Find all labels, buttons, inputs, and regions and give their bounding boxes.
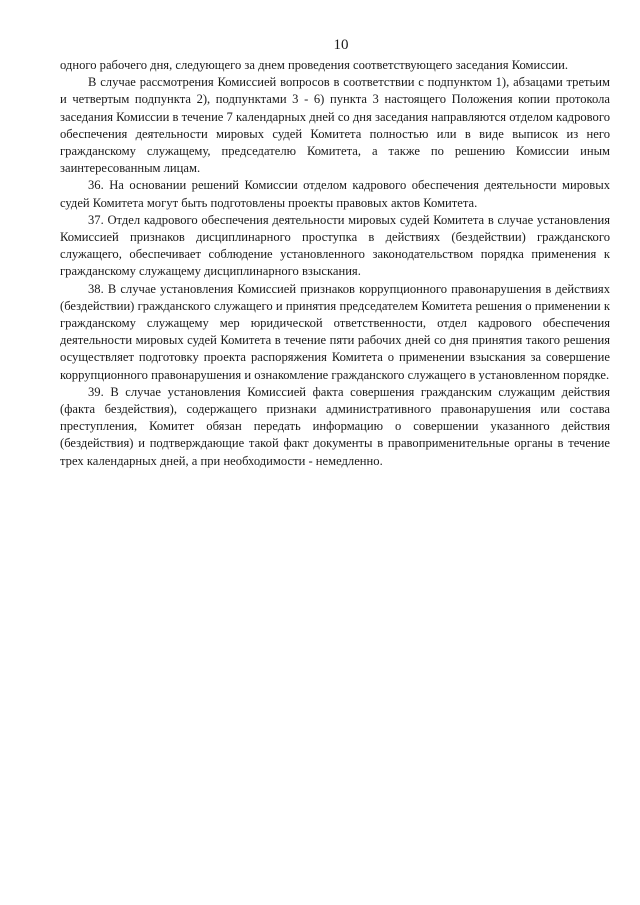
document-page [60, 0, 610, 905]
paragraph-36: 36. На основании решений Комиссии отделом кадрового обеспечения деятельности мировых судей Комитета могут быть подготовлены проекты правовых актов Комитета. [60, 178, 610, 210]
document-body [60, 57, 610, 470]
paragraph-38: 38. В случае установления Комиссией признаков коррупционного правонарушения в действиях (бездействии) гражданского служащего и принятия председателем Комитета решения о применении к гражданскому служащему мер юридической ответственности, отдел кадрового обеспечения деятельности мировых судей Комитета в течение пяти рабочих дней со дня принятия такого решения осуществляет подготовку проекта распоряжения Комитета о применении взыскания за совершение коррупционного правонарушения и ознакомление гражданского служащего в установленном порядке. [60, 281, 610, 382]
paragraph-protocol-copies: В случае рассмотрения Комиссией вопросов в соответствии с подпунктом 1), абзацами третьим и четвертым подпункта 2), подпунктами 3 - 6) пункта 3 настоящего Положения копии протокола заседания Комиссии в течение 7 календарных дней со дня заседания направляются отделом кадрового обеспечения деятельности мировых судей Комитета полностью или в виде выписок из него гражданскому служащему, председателю Комитета, а также по решению Комиссии иным заинтересованным лицам. [60, 75, 610, 176]
paragraph-37: 37. Отдел кадрового обеспечения деятельности мировых судей Комитета в случае установления Комиссией признаков дисциплинарного проступка в действиях (бездействии) гражданского служащего, обеспечивает соблюдение установленного законодательством порядка применения к гражданскому служащему дисциплинарного взыскания. [60, 212, 610, 279]
paragraph-continuation: одного рабочего дня, следующего за днем проведения соответствующего заседания Комиссии. [60, 58, 569, 72]
paragraph-39: 39. В случае установления Комиссией факта совершения гражданским служащим действия (факта бездействия), содержащего признаки административного правонарушения или состава преступления, Комитет обязан передать информацию о совершении указанного действия (бездействия) и подтверждающие такой факт документы в правоприменительные органы в течение трех календарных дней, а при необходимости - немедленно. [60, 384, 610, 468]
page-number: 10 [333, 37, 349, 53]
